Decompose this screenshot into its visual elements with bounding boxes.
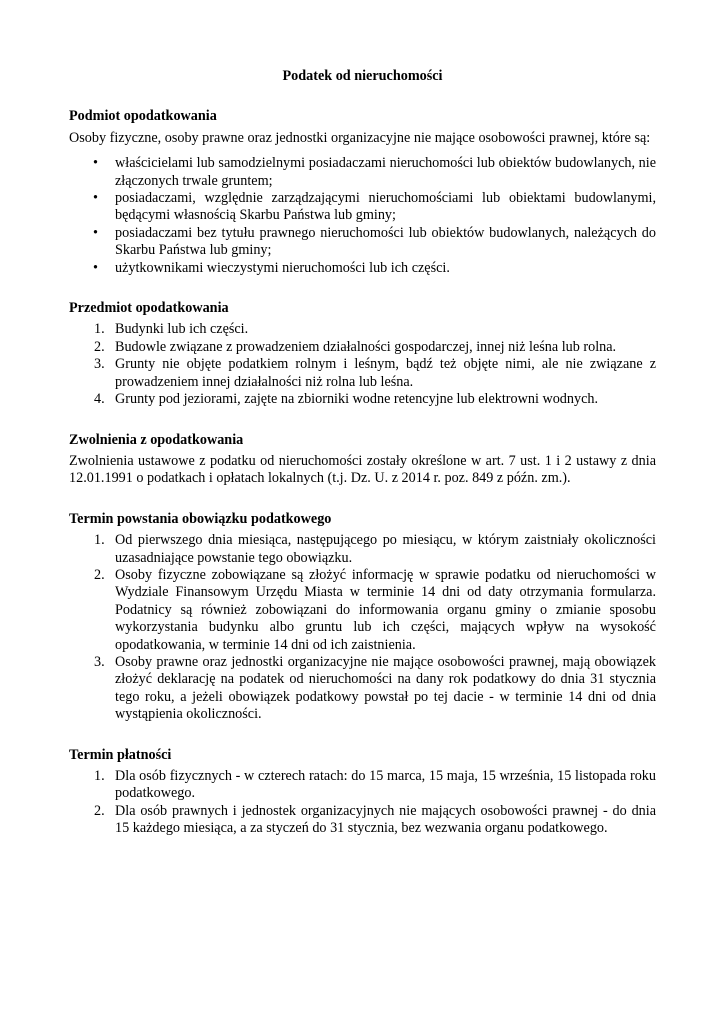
list-number: 2. bbox=[94, 566, 105, 583]
list-item-text: Budowle związane z prowadzeniem działalności gospodarczej, innej niż leśna lub rolna. bbox=[115, 338, 617, 355]
list-item bbox=[94, 768, 656, 803]
section-zwolnienia bbox=[69, 432, 656, 488]
section-podmiot bbox=[69, 108, 656, 277]
list-number: 1. bbox=[94, 532, 105, 549]
list-item-text: Grunty nie objęte podatkiem rolnym i leśnym, bądź też objęte nimi, ale nie związane z prowadzeniem innej działalności niż rolna lub leśna. bbox=[115, 356, 656, 390]
document-title: Podatek od nieruchomości bbox=[282, 68, 443, 84]
list-item-text: właścicielami lub samodzielnymi posiadaczami nieruchomości lub obiektów budowlanych, nie złączonych trwale gruntem; bbox=[115, 155, 656, 189]
section-text: Zwolnienia ustawowe z podatku od nieruchomości zostały określone w art. 7 ust. 1 i 2 ustawy z dnia 12.01.1991 o podatkach i opłatach lokalnych (t.j. Dz. U. z 2014 r. poz. 849 z późn. zm.). bbox=[69, 452, 656, 487]
list-item-text: Od pierwszego dnia miesiąca, następującego po miesiącu, w którym zaistniały okoliczności uzasadniające powstanie tego obowiązku. bbox=[115, 532, 656, 566]
list-item bbox=[94, 653, 656, 724]
section-termin-platnosci bbox=[69, 747, 656, 838]
list-number: 3. bbox=[94, 356, 105, 373]
section-termin-powstania bbox=[69, 511, 656, 724]
list-item-text: posiadaczami bez tytułu prawnego nieruchomości lub obiektów budowlanych, należących do Skarbu Państwa lub gminy; bbox=[115, 224, 656, 259]
bullet-icon: • bbox=[93, 190, 98, 207]
list-item-text: Osoby fizyczne zobowiązane są złożyć informację w sprawie podatku od nieruchomości w Wydziale Finansowym Urzędu Miasta w terminie 14 dni od daty otrzymania formularza. Podatnicy są również zobowiązani do informowania organu gminy o zmianie sposobu wykorzystania budynku albo gruntu lub ich części, mających wpływ na wysokość opodatkowania, w terminie 14 dni od ich zaistnienia. bbox=[115, 566, 656, 653]
list-item bbox=[94, 321, 656, 338]
list-number: 3. bbox=[94, 653, 105, 670]
list-item-text: posiadaczami, względnie zarządzającymi nieruchomościami lub obiektami budowlanymi, będącymi własnością Skarbu Państwa lub gminy; bbox=[115, 190, 656, 224]
list-item bbox=[93, 259, 656, 277]
list-item-text: użytkownikami wieczystymi nieruchomości lub ich części. bbox=[115, 259, 450, 276]
list-item bbox=[94, 802, 656, 838]
bullet-icon: • bbox=[93, 224, 98, 241]
list-item bbox=[94, 338, 656, 356]
list-item bbox=[94, 566, 656, 654]
section-heading: Podmiot opodatkowania bbox=[69, 108, 217, 125]
list-item bbox=[94, 532, 656, 567]
list-item-text: Dla osób prawnych i jednostek organizacyjnych nie mających osobowości prawnej - do dnia 15 każdego miesiąca, a za styczeń do 31 stycznia, bez wezwania organu podatkowego. bbox=[115, 802, 656, 837]
bullet-list bbox=[69, 155, 656, 277]
numbered-list bbox=[69, 768, 656, 838]
list-item bbox=[93, 190, 656, 225]
list-item bbox=[93, 155, 656, 190]
list-number: 2. bbox=[94, 338, 105, 355]
list-number: 1. bbox=[94, 768, 105, 784]
bullet-icon: • bbox=[93, 259, 98, 276]
list-item-text: Dla osób fizycznych - w czterech ratach: do 15 marca, 15 maja, 15 września, 15 listopada roku podatkowego. bbox=[115, 768, 656, 802]
list-number: 4. bbox=[94, 391, 105, 408]
list-item-text: Budynki lub ich części. bbox=[115, 321, 249, 338]
list-item-text: Grunty pod jeziorami, zajęte na zbiorniki wodne retencyjne lub elektrowni wodnych. bbox=[115, 391, 599, 408]
list-item bbox=[94, 391, 656, 408]
section-intro: Osoby fizyczne, osoby prawne oraz jednostki organizacyjne nie mające osobowości prawnej, które są: bbox=[69, 129, 651, 146]
list-item bbox=[93, 224, 656, 260]
list-number: 2. bbox=[94, 802, 105, 819]
list-item-text: Osoby prawne oraz jednostki organizacyjne nie mające osobowości prawnej, mają obowiązek złożyć deklarację na podatek od nieruchomości na dany rok podatkowy do dnia 31 stycznia tego roku, a jeżeli obowiązek podatkowy powstał po tej dacie - w terminie 14 dni od dnia wystąpienia okoliczności. bbox=[115, 653, 656, 723]
numbered-list bbox=[69, 532, 656, 723]
numbered-list bbox=[69, 321, 656, 408]
bullet-icon: • bbox=[93, 155, 98, 172]
section-heading: Termin płatności bbox=[69, 746, 172, 763]
section-heading: Przedmiot opodatkowania bbox=[69, 300, 229, 317]
section-przedmiot bbox=[69, 300, 656, 408]
list-item bbox=[94, 356, 656, 391]
section-heading: Termin powstania obowiązku podatkowego bbox=[69, 510, 332, 527]
section-heading: Zwolnienia z opodatkowania bbox=[69, 431, 244, 448]
list-number: 1. bbox=[94, 321, 105, 338]
